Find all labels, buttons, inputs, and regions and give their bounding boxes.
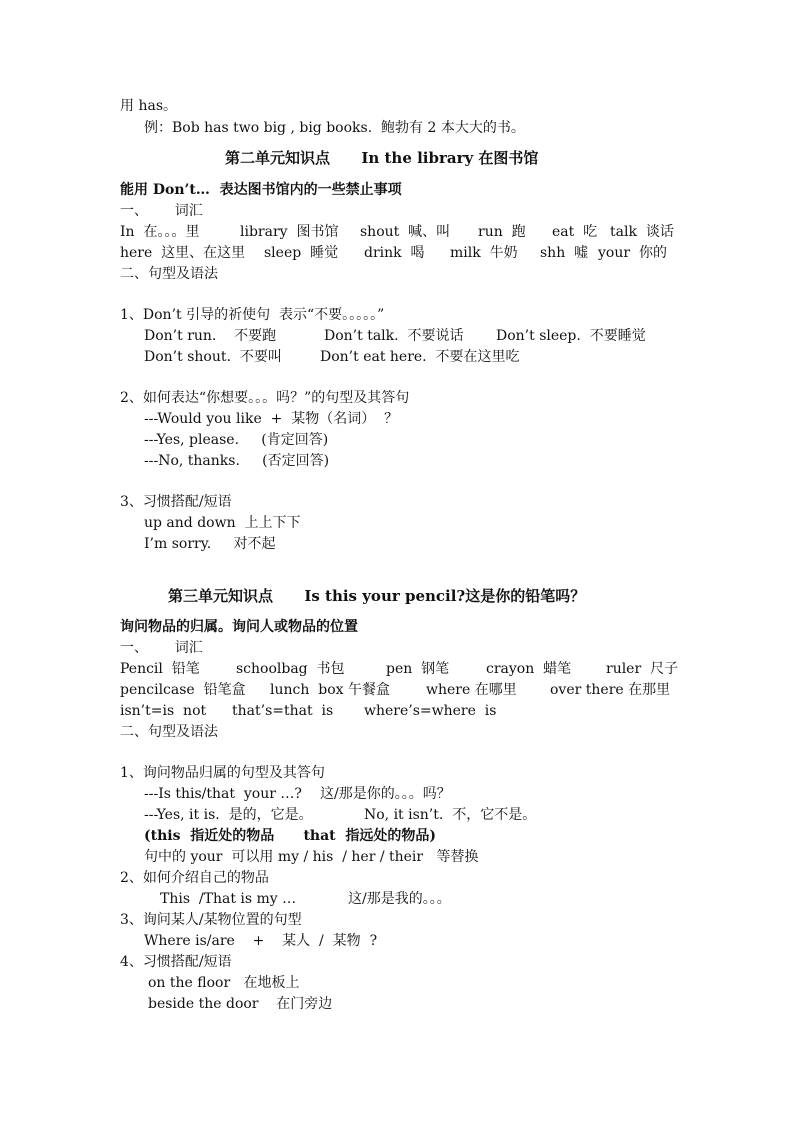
unit3-vocab-row-3 (120, 701, 680, 721)
vocab-item: sleep 睡觉 (264, 245, 339, 261)
unit2-point1-heading: 1、Don’t 引导的祈使句 表示“不要。。。。。” (120, 307, 385, 323)
vocab-item: milk 牛奶 (450, 245, 518, 261)
vocab-item: In 在。。。里 (120, 224, 200, 240)
unit2-point2-heading: 2、如何表达“你想要。。。吗？”的句型及其答句 (120, 390, 410, 406)
unit2-point2-line: ---Yes, please. (肯定回答) (144, 432, 329, 448)
vocab-item: where’s=where is (364, 703, 497, 719)
unit2-point2-line: ---Would you like + 某物（名词） ？ (144, 411, 399, 427)
unit3-point1-question (144, 784, 684, 804)
vocab-item: schoolbag 书包 (236, 661, 345, 677)
unit3-vocab-row-1 (120, 659, 680, 679)
example-sentence: Don’t shout. 不要叫 (144, 349, 282, 365)
unit2-point1-row-2 (144, 347, 684, 367)
vocab-item: pencilcase 铅笔盒 (120, 682, 246, 698)
example-sentence: ---Is this/that your …? (144, 786, 302, 802)
unit3-point2-line (160, 889, 680, 909)
vocab-item: lunch box 午餐盒 (270, 682, 391, 698)
example-sentence: 这/那是你的。。。吗？ (320, 786, 451, 802)
intro-example: 例：Bob has two big , big books. 鲍勃有 2 本大大的书。 (144, 120, 525, 136)
vocab-item: shh 嘘 (540, 245, 589, 261)
unit3-point4-line: on the floor 在地板上 (148, 975, 300, 991)
unit2-vocab-row-1 (120, 222, 680, 242)
vocab-item: eat 吃 (552, 224, 598, 240)
intro-line-1: 用 has。 (120, 98, 177, 114)
unit3-point4-heading: 4、习惯搭配/短语 (120, 954, 232, 970)
unit2-point2-line: ---No, thanks. (否定回答) (144, 453, 330, 469)
example-sentence: Don’t sleep. 不要睡觉 (496, 328, 646, 344)
unit2-vocab-row-2 (120, 243, 680, 263)
unit2-subtitle: 能用 Don’t… 表达图书馆内的一些禁止事项 (120, 182, 402, 198)
example-sentence: No, it isn’t. 不，它不是。 (364, 807, 537, 823)
vocab-item: pen 钢笔 (386, 661, 450, 677)
example-sentence: Don’t talk. 不要说话 (324, 328, 464, 344)
unit3-title: 第三单元知识点 Is this your pencil?这是你的铅笔吗？ (168, 587, 586, 605)
example-sentence: Don’t eat here. 不要在这里吃 (320, 349, 520, 365)
vocab-item: drink 喝 (364, 245, 425, 261)
example-sentence: This /That is my … (160, 891, 297, 907)
vocab-item: isn’t=is not (120, 703, 207, 719)
unit3-point2-heading: 2、如何介绍自己的物品 (120, 870, 269, 886)
unit3-grammar-heading: 二、句型及语法 (120, 724, 218, 740)
unit3-subtitle: 询问物品的归属。询问人或物品的位置 (120, 619, 358, 635)
vocab-item: your 你的 (598, 245, 667, 261)
vocab-item: run 跑 (478, 224, 526, 240)
vocab-item: ruler 尺子 (606, 661, 679, 677)
unit3-point3-line: Where is/are + 某人 / 某物 ? (144, 933, 378, 949)
unit3-vocab-row-2 (120, 680, 680, 700)
vocab-item: that’s=that is (232, 703, 334, 719)
unit3-vocab-heading: 一、 词汇 (120, 640, 203, 656)
unit2-grammar-heading: 二、句型及语法 (120, 266, 218, 282)
unit2-point3-line: I’m sorry. 对不起 (144, 536, 276, 552)
vocab-item: Pencil 铅笔 (120, 661, 200, 677)
example-sentence: ---Yes, it is. 是的，它是。 (144, 807, 313, 823)
unit3-point4-line: beside the door 在门旁边 (148, 996, 333, 1012)
example-sentence: Don’t run. 不要跑 (144, 328, 277, 344)
unit3-point3-heading: 3、询问某人/某物位置的句型 (120, 912, 302, 928)
vocab-item: over there 在那里 (550, 682, 671, 698)
unit2-title: 第二单元知识点 In the library 在图书馆 (225, 149, 539, 167)
vocab-item: here 这里、在这里 (120, 245, 246, 261)
unit2-point1-row-1 (144, 326, 684, 346)
vocab-item: crayon 蜡笔 (486, 661, 572, 677)
vocab-item: library 图书馆 (240, 224, 339, 240)
vocab-item: shout 喊、叫 (360, 224, 451, 240)
unit3-point1-heading: 1、询问物品归属的句型及其答句 (120, 765, 325, 781)
vocab-item: talk 谈话 (610, 224, 674, 240)
unit3-point1-note: (this 指近处的物品 that 指远处的物品) (144, 828, 437, 844)
vocab-item: where 在哪里 (426, 682, 517, 698)
example-sentence: 这/那是我的。。。 (348, 891, 451, 907)
unit2-vocab-heading: 一、 词汇 (120, 203, 203, 219)
unit2-point3-line: up and down 上上下下 (144, 515, 301, 531)
unit3-point1-sub: 句中的 your 可以用 my / his / her / their 等替换 (144, 849, 479, 865)
unit3-point1-answer (144, 805, 684, 825)
unit2-point3-heading: 3、习惯搭配/短语 (120, 494, 232, 510)
